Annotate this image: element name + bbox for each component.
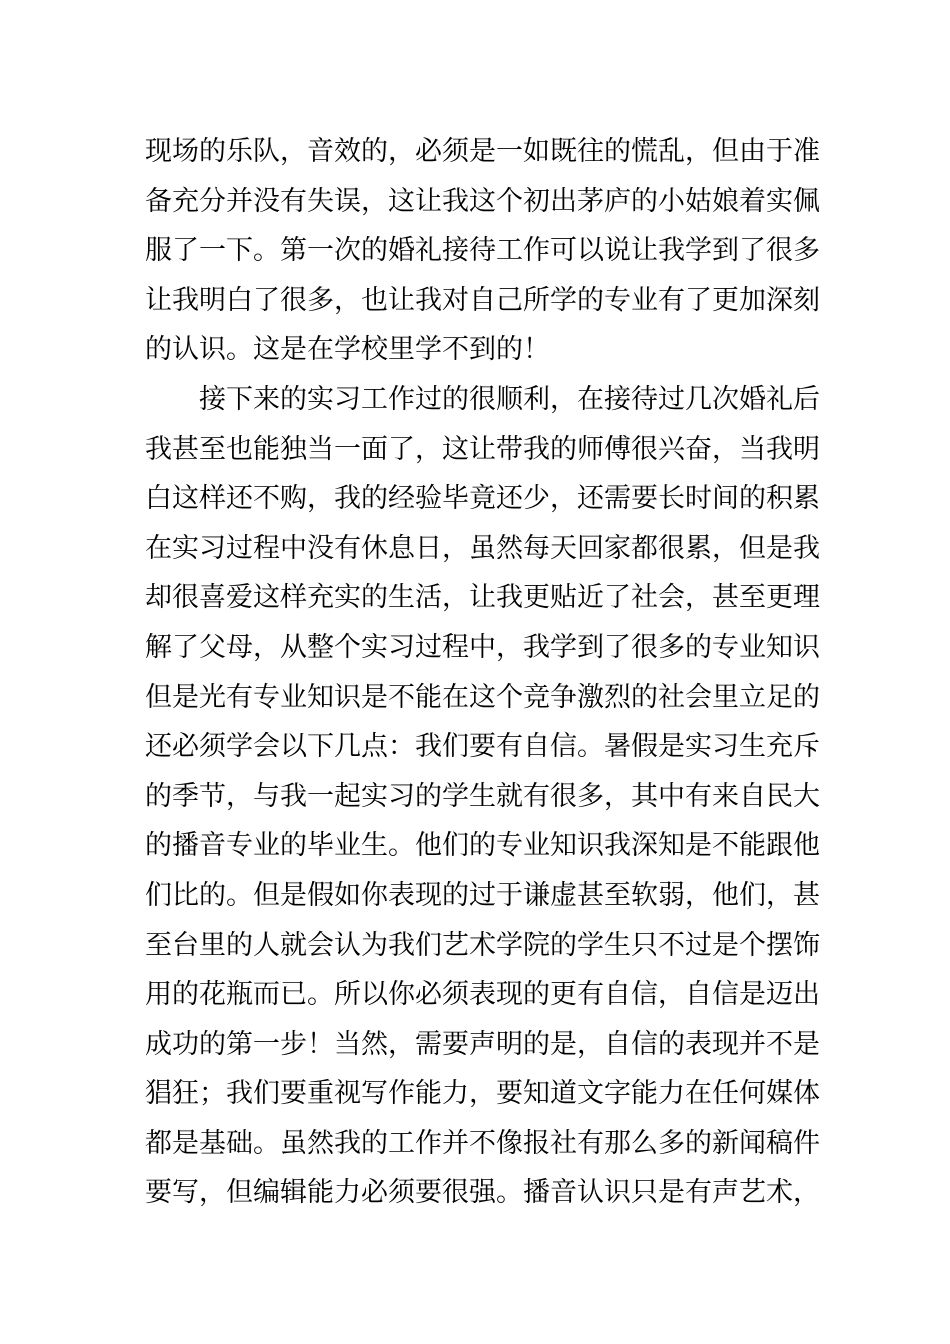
text-line: 白这样还不购，我的经验毕竟还少，还需要长时间的积累 (145, 483, 820, 515)
text-line: 我甚至也能独当一面了，这让带我的师傅很兴奋，当我明 (145, 433, 820, 465)
text-line: 成功的第一步！当然，需要声明的是，自信的表现并不是 (145, 1028, 820, 1060)
text-line: 服了一下。第一次的婚礼接待工作可以说让我学到了很多 (145, 235, 820, 267)
text-line: 还必须学会以下几点：我们要有自信。暑假是实习生充斥 (145, 731, 820, 763)
text-line: 但是光有专业知识是不能在这个竞争激烈的社会里立足的 (145, 681, 820, 713)
text-line: 的播音专业的毕业生。他们的专业知识我深知是不能跟他 (145, 830, 820, 862)
text-line: 接下来的实习工作过的很顺利，在接待过几次婚礼后 (145, 383, 820, 415)
body-text (145, 127, 820, 1218)
text-line: 用的花瓶而已。所以你必须表现的更有自信，自信是迈出 (145, 979, 820, 1011)
text-line: 的季节，与我一起实习的学生就有很多，其中有来自民大 (145, 780, 820, 812)
text-line: 解了父母，从整个实习过程中，我学到了很多的专业知识 (145, 631, 820, 663)
text-line: 猖狂；我们要重视写作能力，要知道文字能力在任何媒体 (145, 1078, 820, 1110)
text-line: 们比的。但是假如你表现的过于谦虚甚至软弱，他们，甚 (145, 879, 820, 911)
text-line: 在实习过程中没有休息日，虽然每天回家都很累，但是我 (145, 532, 820, 564)
text-line: 的认识。这是在学校里学不到的！ (145, 334, 550, 366)
text-line: 让我明白了很多，也让我对自己所学的专业有了更加深刻 (145, 284, 820, 316)
text-line: 要写，但编辑能力必须要很强。播音认识只是有声艺术， (145, 1177, 820, 1209)
text-line: 备充分并没有失误，这让我这个初出茅庐的小姑娘着实佩 (145, 185, 820, 217)
text-line: 却很喜爱这样充实的生活，让我更贴近了社会，甚至更理 (145, 582, 820, 614)
text-line: 都是基础。虽然我的工作并不像报社有那么多的新闻稿件 (145, 1127, 820, 1159)
text-line: 现场的乐队，音效的，必须是一如既往的慌乱，但由于准 (145, 136, 820, 167)
text-line: 至台里的人就会认为我们艺术学院的学生只不过是个摆饰 (145, 929, 820, 961)
